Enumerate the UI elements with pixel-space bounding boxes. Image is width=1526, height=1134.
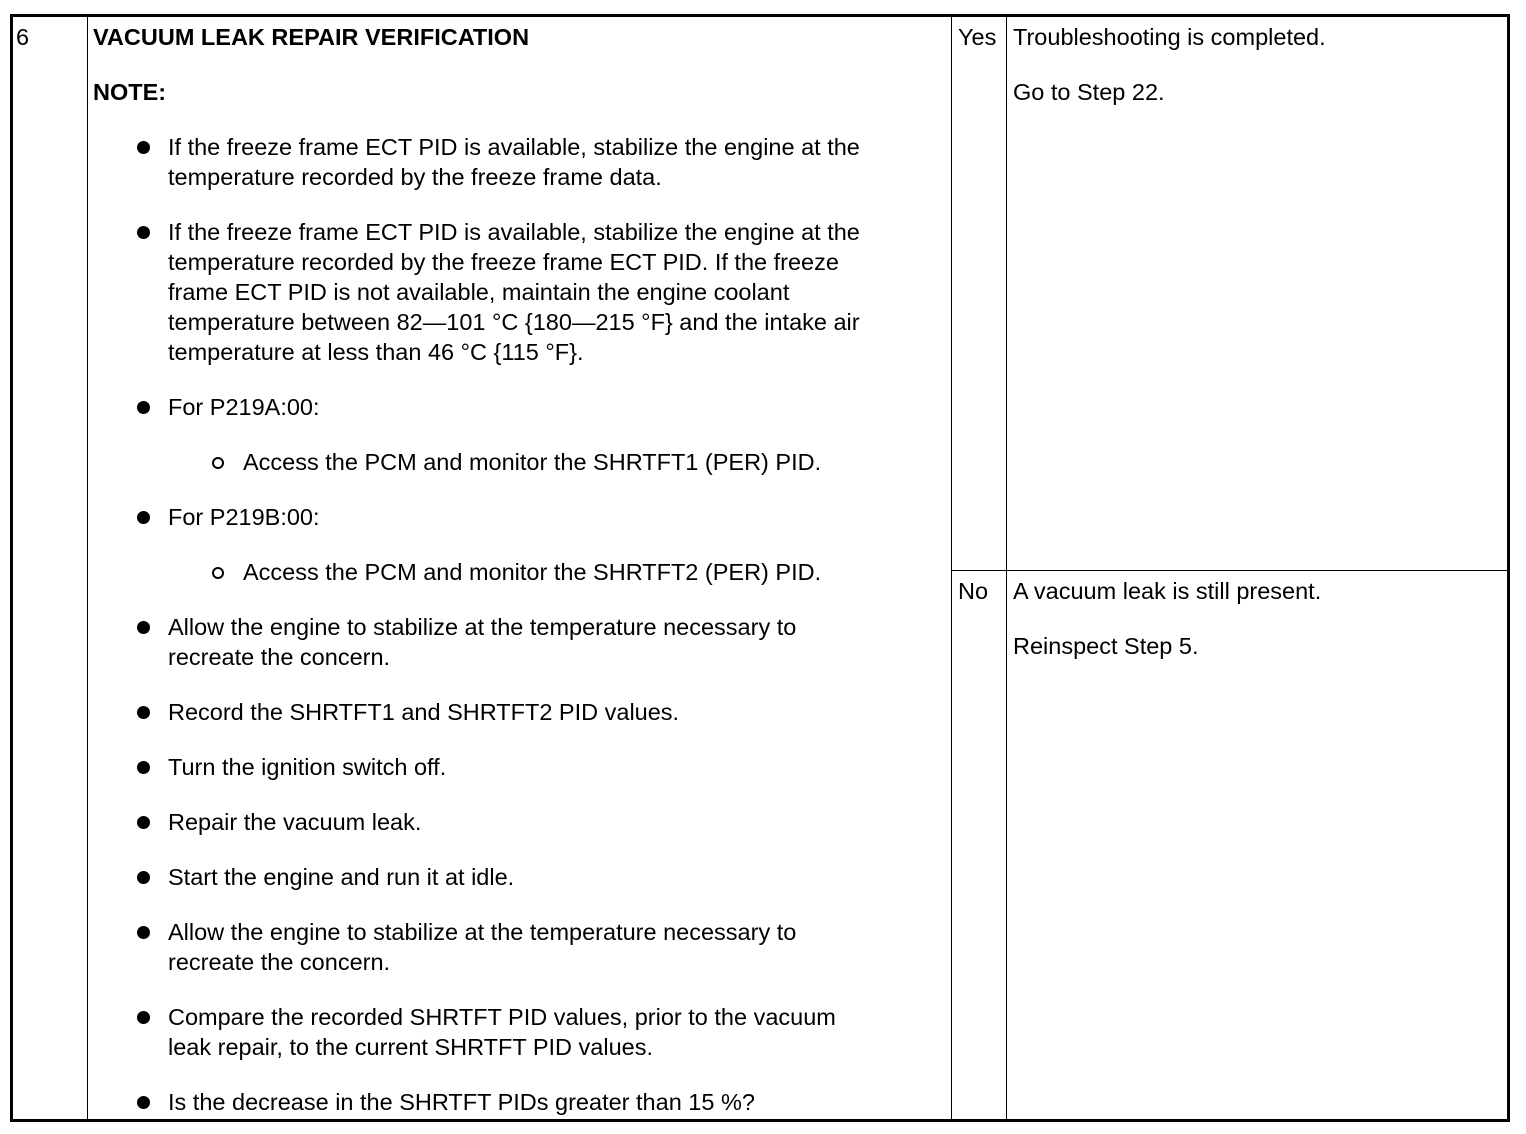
list-item-text: recreate the concern. [168, 949, 391, 975]
bullet-icon [137, 401, 150, 414]
list-item-text: If the freeze frame ECT PID is available, stabilize the engine at the [168, 134, 860, 160]
list-item-text: temperature between 82—101 °C {180—215 °F} and the intake air [168, 309, 860, 335]
yes-action: Go to Step 22. [1013, 79, 1165, 105]
step-title: VACUUM LEAK REPAIR VERIFICATION [93, 24, 530, 50]
yes-result: Troubleshooting is completed. [1013, 24, 1326, 50]
no-action: Reinspect Step 5. [1013, 633, 1199, 659]
list-item-text: Turn the ignition switch off. [168, 754, 447, 780]
bullet-icon [137, 621, 150, 634]
bullet-icon [137, 511, 150, 524]
bullet-icon [137, 926, 150, 939]
list-item-text: temperature recorded by the freeze frame ECT PID. If the freeze [168, 249, 839, 275]
list-item-text: For P219A:00: [168, 394, 320, 420]
list-item-text: temperature at less than 46 °C {115 °F}. [168, 339, 584, 365]
list-item-text: If the freeze frame ECT PID is available, stabilize the engine at the [168, 219, 860, 245]
step-number: 6 [16, 24, 30, 50]
bullet-icon [137, 226, 150, 239]
list-item-text: Start the engine and run it at idle. [168, 864, 515, 890]
list-item-text: Allow the engine to stabilize at the temperature necessary to [168, 919, 797, 945]
bullet-icon [137, 816, 150, 829]
sub-bullet-icon [212, 457, 224, 469]
note-label: NOTE: [93, 79, 167, 105]
list-item-text: temperature recorded by the freeze frame data. [168, 164, 662, 190]
list-item-text: Allow the engine to stabilize at the temperature necessary to [168, 614, 797, 640]
bullet-icon [137, 141, 150, 154]
list-item-text: Repair the vacuum leak. [168, 809, 422, 835]
bullet-icon [137, 1011, 150, 1024]
column-divider [87, 17, 88, 1119]
sub-item-text: Access the PCM and monitor the SHRTFT2 (PER) PID. [243, 559, 822, 585]
column-divider [951, 17, 952, 1119]
column-divider [1006, 17, 1007, 1119]
list-item-text: Is the decrease in the SHRTFT PIDs greater than 15 %? [168, 1089, 755, 1115]
yes-label: Yes [958, 24, 997, 50]
bullet-icon [137, 761, 150, 774]
bullet-icon [137, 1096, 150, 1109]
no-label: No [958, 578, 989, 604]
list-item-text: leak repair, to the current SHRTFT PID values. [168, 1034, 653, 1060]
bullet-icon [137, 871, 150, 884]
list-item-text: Compare the recorded SHRTFT PID values, prior to the vacuum [168, 1004, 836, 1030]
list-item-text: For P219B:00: [168, 504, 320, 530]
sub-bullet-icon [212, 567, 224, 579]
sub-item-text: Access the PCM and monitor the SHRTFT1 (PER) PID. [243, 449, 822, 475]
list-item-text: frame ECT PID is not available, maintain the engine coolant [168, 279, 790, 305]
bullet-icon [137, 706, 150, 719]
yes-no-row-divider [951, 570, 1507, 571]
list-item-text: recreate the concern. [168, 644, 391, 670]
list-item-text: Record the SHRTFT1 and SHRTFT2 PID values. [168, 699, 680, 725]
no-result: A vacuum leak is still present. [1013, 578, 1322, 604]
